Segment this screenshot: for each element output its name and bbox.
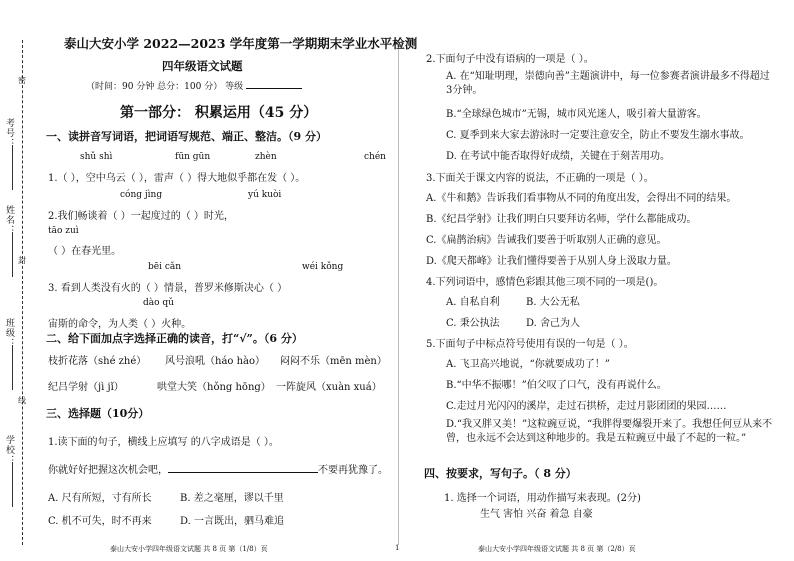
school-label: 学校： — [4, 435, 14, 465]
pinyin-2a: cóng jìng — [120, 190, 163, 200]
pinyin-2b: yú kuòi — [248, 190, 282, 200]
pinyin-5: dào qǔ — [143, 298, 174, 308]
q3-option-b[interactable]: B. 差之毫厘，谬以千里 — [180, 493, 284, 504]
q1-line5: 宙斯的命令，为人类（ ）火种。 — [48, 319, 192, 330]
footer-right: 泰山大安小学四年级语文试题 共 8 页 第（2/8）页 — [478, 545, 636, 553]
exam-subtitle: 四年级语文试题 — [162, 59, 243, 73]
pinyin-4b: wéi kǒng — [302, 262, 344, 272]
r-sec4-item-1: 1. 选择一个词语，用动作描写来表现。(2分) — [444, 493, 641, 504]
page-divider — [398, 40, 399, 545]
class-field[interactable] — [12, 345, 13, 390]
q2-item-5[interactable]: 哄堂大笑（hǒng hōng） — [157, 382, 271, 393]
exam-meta — [86, 78, 302, 92]
q3-answer-blank[interactable] — [168, 462, 318, 473]
r-q4-option-b[interactable]: B. 大公无私 — [526, 297, 580, 308]
r-q3-option-b[interactable]: B.《纪昌学射》让我们明白只要拜访名师，学什么都能成功。 — [426, 214, 697, 225]
q3-option-c[interactable]: C. 机不可失，时不再来 — [48, 516, 152, 527]
q1-line1: 1.（ ），空中乌云（ ），雷声（ ）得大地似乎都在发（ ）。 — [48, 173, 306, 184]
q3-sentence-tail: 不要再犹豫了。 — [318, 465, 388, 476]
r-q2-option-d[interactable]: D. 在考试中能否取得好成绩，关键在于刻苦用功。 — [446, 151, 671, 162]
pinyin-1d: chén — [364, 152, 386, 162]
r-q5-option-c[interactable]: C.走过月光闪闪的溪岸，走过石拱桥，走过月影团团的果园…… — [446, 401, 727, 412]
r-q3-option-c[interactable]: C.《扁鹊治病》告诫我们要善于听取别人正确的意见。 — [426, 235, 667, 246]
class-label: 班级： — [4, 318, 14, 348]
q3-title: 三、选择题（10分） — [46, 407, 150, 420]
pinyin-4a: bēi cǎn — [148, 262, 182, 272]
r-q4-option-d[interactable]: D. 舍己为人 — [526, 318, 581, 329]
r-q5-option-b[interactable]: B.“中华不振哪！”伯父叹了口气，没有再说什么。 — [446, 380, 667, 391]
binding-margin — [0, 0, 34, 561]
q1-title: 一、读拼音写词语，把词语写规范、端正、整洁。（9 分） — [46, 130, 327, 143]
q1-line2: 2.我们畅谈着（ ）一起度过的（ ）时光， — [48, 211, 234, 222]
r-sec4-title: 四、按要求，写句子。（ 8 分） — [424, 467, 577, 480]
pinyin-1a: shǔ shì — [80, 152, 113, 162]
q3-option-d[interactable]: D. 一言既出，驷马难追 — [180, 516, 285, 527]
q2-item-2[interactable]: 风号浪吼（háo hào） — [165, 356, 266, 367]
seal-mark-top: 密 — [18, 76, 26, 85]
exam-no-field[interactable] — [12, 145, 13, 190]
q3-option-a[interactable]: A. 尺有所短，寸有所长 — [48, 493, 152, 504]
pinyin-3: tāo zuì — [48, 226, 79, 236]
q2-item-4[interactable]: 纪吕学射（jì jǐ） — [48, 382, 124, 393]
r-sec4-words: 生气 害怕 兴奋 着急 自豪 — [480, 509, 593, 520]
footer-left: 泰山大安小学四年级语文试题 共 8 页 第（1/8）页 — [110, 545, 268, 553]
q1-line3: （ ）在春光里。 — [48, 246, 122, 257]
exam-meta-text: （时间：90 分钟 总分：100 分） 等级 — [86, 82, 244, 92]
q1-line4: 3. 看到人类没有火的（ ）情景，普罗米修斯决心（ ） — [48, 283, 288, 294]
q3-question-1: 1.读下面的句子，横线上应填写 的八字成语是（ ）。 — [48, 437, 279, 448]
pinyin-1b: fūn gūn — [175, 152, 211, 162]
r-q5-title: 5.下面句子中标点符号使用有误的一句是（ ）。 — [426, 339, 634, 350]
r-q3-title: 3.下面关于课文内容的说法，不正确的一项是（ ）。 — [426, 173, 654, 184]
r-q4-title: 4.下列词语中，感情色彩跟其他三项不同的一项是()。 — [426, 277, 664, 288]
r-q2-title: 2.下面句子中没有语病的一项是（ ）。 — [426, 54, 594, 65]
r-q4-option-c[interactable]: C. 秉公执法 — [446, 318, 500, 329]
r-q5-option-d[interactable]: D.“我又胖又美！”这粒豌豆说，“我胖得要爆裂开来了。我想任何豆从来不曾，也永远不会达到这种地步的。我是五粒豌豆中最了不起的一粒。” — [446, 419, 773, 444]
exam-title: 泰山大安小学 2022—2023 学年度第一学期期末学业水平检测 — [64, 36, 418, 51]
seal-mark-mid: 封 — [18, 256, 26, 265]
name-label: 姓名： — [4, 205, 14, 235]
r-q4-option-a[interactable]: A. 自私自利 — [446, 297, 500, 308]
r-q5-option-a[interactable]: A. 飞卫高兴地说，“你就要成功了！” — [446, 359, 610, 370]
r-q3-option-d[interactable]: D.《爬天都峰》让我们懂得要善于从别人身上汲取力量。 — [426, 256, 677, 267]
q3-sentence — [48, 461, 388, 476]
q2-item-6[interactable]: 一阵旋风（xuàn xuá） — [276, 382, 382, 393]
grade-blank[interactable] — [246, 78, 302, 89]
r-q2-option-b[interactable]: B.“全球绿色城市”无锡，城市风光迷人，吸引着大量游客。 — [446, 109, 707, 120]
q2-item-1[interactable]: 枝折花落（shé zhé） — [48, 356, 147, 367]
q2-title: 二、给下面加点字选择正确的读音，打“√”。（6 分） — [46, 332, 303, 345]
r-q2-option-c[interactable]: C. 夏季到来大家去游泳时一定要注意安全，防止不要发生溺水事故。 — [446, 130, 750, 141]
school-field[interactable] — [12, 462, 13, 507]
exam-no-label: 考号： — [4, 118, 14, 148]
name-field[interactable] — [12, 232, 13, 277]
r-q3-option-a[interactable]: A.《牛和鹅》告诉我们看事物从不同的角度出发，会得出不同的结果。 — [426, 193, 737, 204]
q3-sentence-head: 你就好好把握这次机会吧， — [48, 465, 168, 476]
r-q2-option-a[interactable]: A. 在“知耻明理，崇德向善”主题演讲中，每一位参赛者演讲最多不得超过3分钟。 — [446, 71, 770, 96]
pinyin-1c: zhèn — [255, 152, 277, 162]
seal-mark-bot: 线 — [18, 396, 26, 405]
q2-item-3[interactable]: 闷闷不乐（mēn mèn） — [280, 356, 387, 367]
seal-line — [22, 40, 23, 545]
footer-center: 1 — [395, 544, 400, 552]
part1-title: 第一部分： 积累运用（45 分） — [120, 105, 318, 121]
